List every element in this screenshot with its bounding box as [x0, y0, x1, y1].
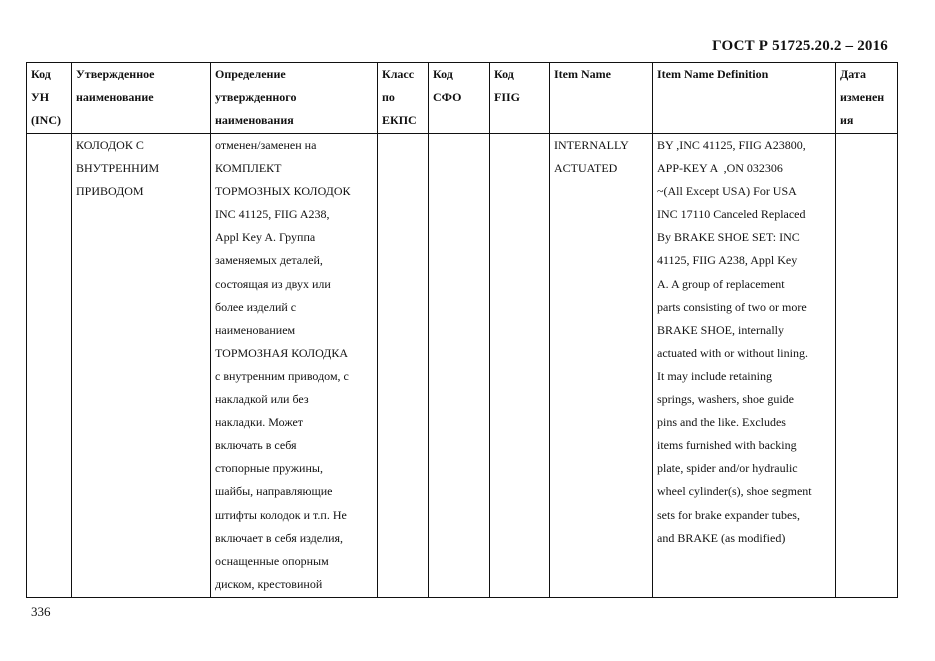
table-row — [27, 134, 898, 598]
col-header-approved-name: Утвержденное наименование — [72, 63, 211, 134]
col-header-item-name-definition: Item Name Definition — [653, 63, 836, 134]
cell-sfo-code — [429, 134, 490, 598]
col-header-ekps-class: Класс по ЕКПС — [378, 63, 429, 134]
cell-fiig-code — [490, 134, 550, 598]
cell-item-name-definition: BY ,INC 41125, FIIG A23800, APP-KEY A ,ON 032306 ~(All Except USA) For USA INC 17110 Canceled Replaced By BRAKE SHOE SET: INC 41125, FIIG A238, Appl Key A. A group of replacement parts consisting of two or more BRAKE SHOE, internally actuated with or without lining. It may include retaining springs, washers, shoe guide pins and the like. Excludes items furnished with backing plate, spider and/or hydraulic wheel cylinder(s), shoe segment sets for brake expander tubes, and BRAKE (as modified) — [653, 134, 836, 598]
cell-definition: отменен/заменен на КОМПЛЕКТ ТОРМОЗНЫХ КОЛОДОК INC 41125, FIIG A238, Appl Key A. Группа заменяемых деталей, состоящая из двух или более изделий с наименованием ТОРМОЗНАЯ КОЛОДКА с внутренним приводом, с накладкой или без накладки. Может включать в себя стопорные пружины, шайбы, направляющие штифты колодок и т.п. Не включает в себя изделия, оснащенные опорным диском, крестовиной — [211, 134, 378, 598]
nomenclature-table — [26, 62, 898, 598]
cell-approved-name: КОЛОДОК С ВНУТРЕННИМ ПРИВОДОМ — [72, 134, 211, 598]
col-header-definition: Определение утвержденного наименования — [211, 63, 378, 134]
table-header-row — [27, 63, 898, 134]
col-header-inc: Код УН (INC) — [27, 63, 72, 134]
cell-ekps-class — [378, 134, 429, 598]
page-number: 336 — [31, 604, 51, 619]
cell-change-date — [836, 134, 898, 598]
col-header-sfo-code: Код СФО — [429, 63, 490, 134]
document-code: ГОСТ Р 51725.20.2 – 2016 — [712, 38, 888, 54]
cell-item-name: INTERNALLY ACTUATED — [550, 134, 653, 598]
col-header-item-name: Item Name — [550, 63, 653, 134]
cell-inc — [27, 134, 72, 598]
col-header-fiig-code: Код FIIG — [490, 63, 550, 134]
col-header-change-date: Дата изменен ия — [836, 63, 898, 134]
